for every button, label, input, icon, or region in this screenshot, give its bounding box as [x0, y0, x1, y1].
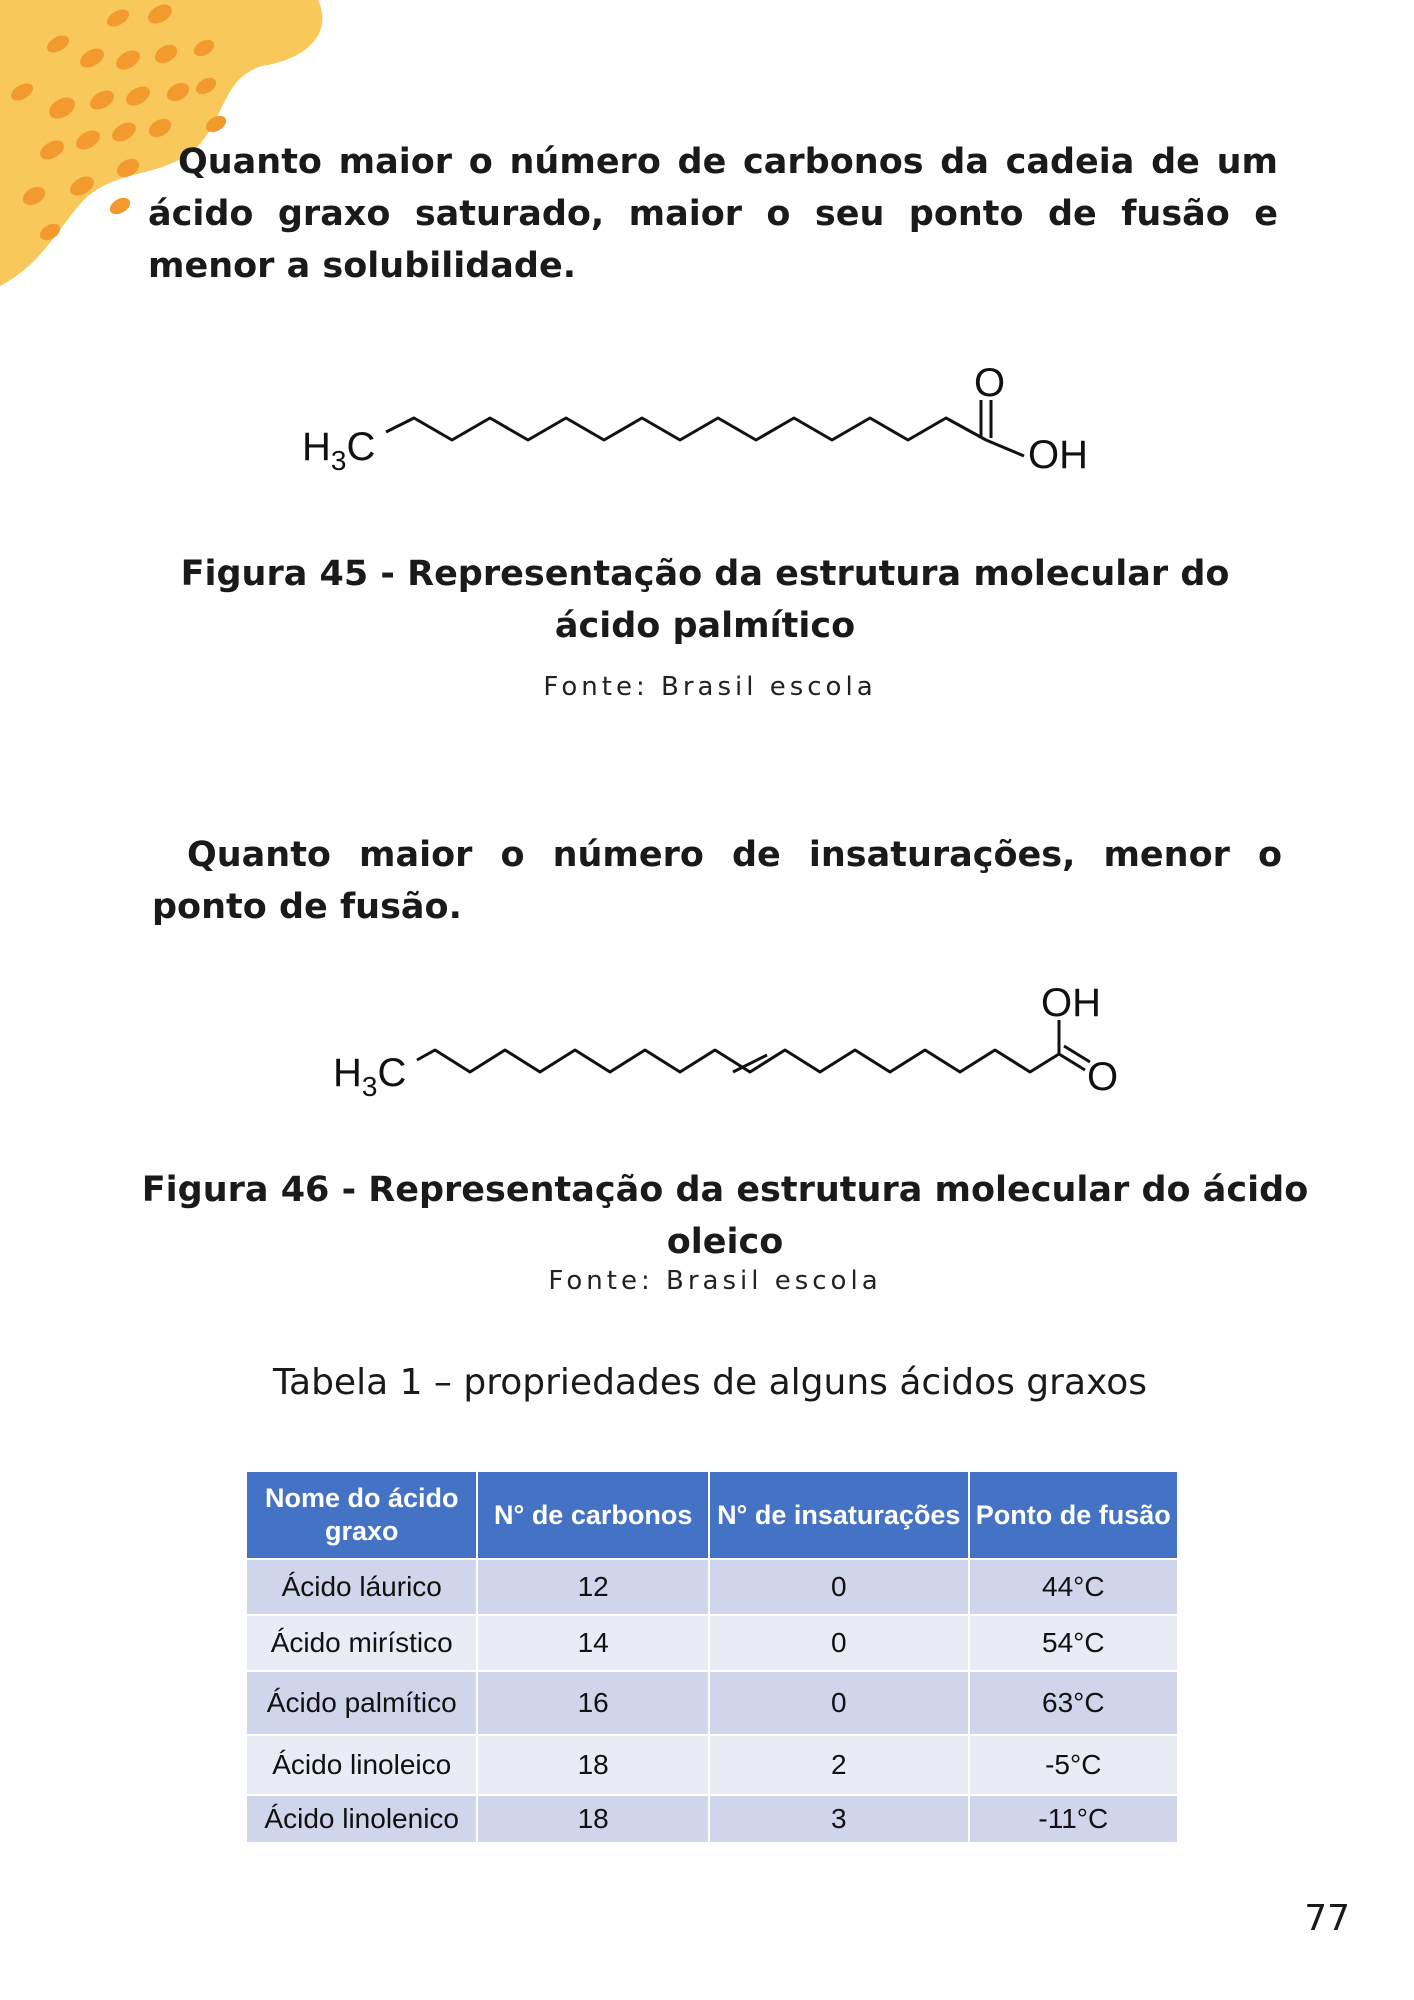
table-header-row: [246, 1471, 1178, 1559]
oxygen-label: O: [974, 361, 1006, 405]
paragraph-carbon-chain: Quanto maior o número de carbonos da cadeia de um ácido graxo saturado, maior o seu ponto de fusão e menor a solubilidade.: [148, 142, 1278, 286]
methyl-label: $H_3C$: [333, 1051, 407, 1102]
acid-name-cell: Ácido mirístico: [246, 1615, 477, 1671]
hydroxyl-label: OH: [1028, 433, 1088, 477]
melting-point-cell: -5°C: [969, 1735, 1178, 1795]
carbon-count-cell: 12: [477, 1559, 709, 1615]
unsaturation-cell: 2: [709, 1735, 969, 1795]
table-row: [246, 1735, 1178, 1795]
table-row: [246, 1559, 1178, 1615]
paragraph-unsaturations: Quanto maior o número de insaturações, menor o ponto de fusão.: [152, 835, 1282, 927]
table-row: [246, 1671, 1178, 1735]
carbon-count-cell: 18: [477, 1735, 709, 1795]
carbon-count-cell: 16: [477, 1671, 709, 1735]
header-carbon-count: N° de carbonos: [477, 1471, 709, 1559]
melting-point-cell: -11°C: [969, 1795, 1178, 1843]
methyl-label: $H_3C$: [302, 425, 376, 476]
carboxyl-oh-bond: [986, 440, 1024, 456]
header-acid-name: Nome do ácido graxo: [246, 1471, 477, 1559]
page-number: 77: [1304, 1898, 1350, 1939]
acid-name-cell: Ácido linolenico: [246, 1795, 477, 1843]
figure-46-caption: Figura 46 - Representação da estrutura molecular do ácido oleico: [141, 1170, 1309, 1262]
acid-name-cell: Ácido linoleico: [246, 1735, 477, 1795]
carbon-chain: [386, 418, 986, 440]
oxygen-label: O: [1087, 1055, 1119, 1099]
figure-46-source: Fonte: Brasil escola: [548, 1266, 882, 1296]
fatty-acid-properties-table: [245, 1470, 1179, 1844]
unsaturation-cell: 3: [709, 1795, 969, 1843]
melting-point-cell: 54°C: [969, 1615, 1178, 1671]
unsaturation-cell: 0: [709, 1671, 969, 1735]
acid-name-cell: Ácido láurico: [246, 1559, 477, 1615]
palmitic-acid-structure: [290, 350, 1110, 480]
hydroxyl-label: OH: [1041, 981, 1101, 1025]
carbon-count-cell: 18: [477, 1795, 709, 1843]
oleic-acid-structure: [325, 976, 1165, 1106]
table-title: Tabela 1 – propriedades de alguns ácidos graxos: [272, 1362, 1147, 1403]
figure-45-source: Fonte: Brasil escola: [543, 672, 877, 702]
melting-point-cell: 44°C: [969, 1559, 1178, 1615]
unsaturation-cell: 0: [709, 1559, 969, 1615]
header-unsaturations: N° de insaturações: [709, 1471, 969, 1559]
table-row: [246, 1615, 1178, 1671]
unsaturation-cell: 0: [709, 1615, 969, 1671]
acid-name-cell: Ácido palmítico: [246, 1671, 477, 1735]
table-row: [246, 1795, 1178, 1843]
carbon-count-cell: 14: [477, 1615, 709, 1671]
melting-point-cell: 63°C: [969, 1671, 1178, 1735]
figure-45-caption: Figura 45 - Representação da estrutura molecular do ácido palmítico: [180, 554, 1230, 646]
header-melting-point: Ponto de fusão: [969, 1471, 1178, 1559]
